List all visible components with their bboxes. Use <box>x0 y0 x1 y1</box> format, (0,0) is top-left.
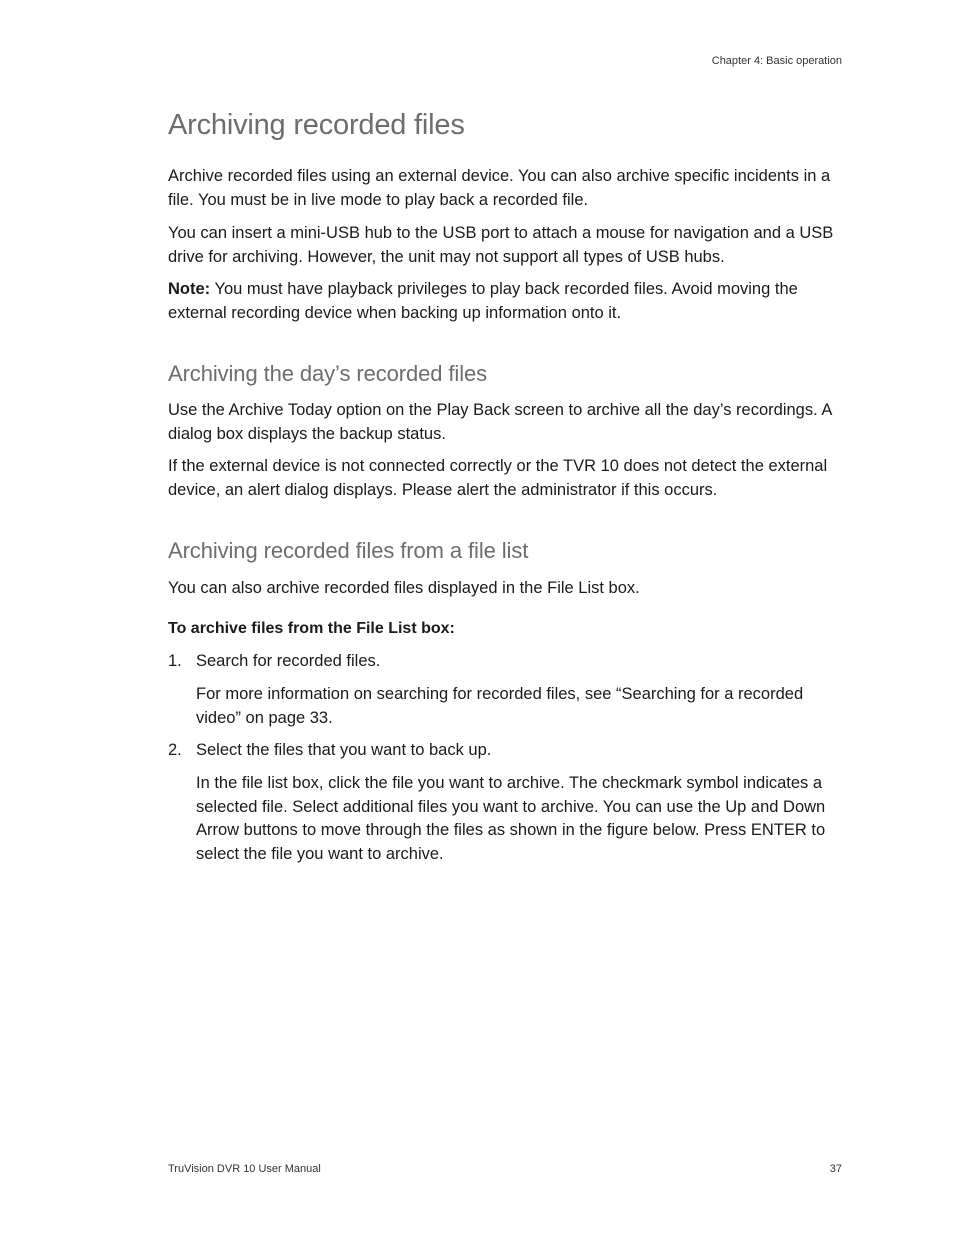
footer-page-number: 37 <box>829 1163 842 1175</box>
procedure-heading: To archive files from the File List box: <box>168 620 455 637</box>
footer-manual-title: TruVision DVR 10 User Manual <box>168 1163 321 1175</box>
intro-paragraph-1: Archive recorded files using an external device. You can also archive specific incidents in a file. You must be in live mode to play back a recorded file. <box>168 167 831 209</box>
section1-paragraph-2: If the external device is not connected correctly or the TVR 10 does not detect the external device, an alert dialog displays. Please alert the administrator if this occurs. <box>168 457 828 499</box>
step-text: Select the files that you want to back up. <box>196 741 492 759</box>
step-detail: In the file list box, click the file you want to archive. The checkmark symbol indicates a selected file. Select additional files you want to archive. You can use the Up and Down Arrow buttons to move through the files as shown in the figure below. Press ENTER to select the file you want to archive. <box>196 774 826 863</box>
step-text: Search for recorded files. <box>196 652 381 670</box>
note-paragraph <box>168 278 836 325</box>
note-text: You must have playback privileges to play back recorded files. Avoid moving the external recording device when backing up information onto it. <box>168 280 798 322</box>
note-label: Note: <box>168 280 211 298</box>
step-number: 1. <box>168 652 182 670</box>
running-header: Chapter 4: Basic operation <box>711 55 842 67</box>
section1-paragraph-1: Use the Archive Today option on the Play Back screen to archive all the day’s recordings. A dialog box displays the backup status. <box>168 401 832 443</box>
step-detail: For more information on searching for recorded files, see “Searching for a recorded video” on page 33. <box>196 685 804 727</box>
section2-intro: You can also archive recorded files displayed in the File List box. <box>168 579 640 597</box>
intro-paragraph-2: You can insert a mini-USB hub to the USB port to attach a mouse for navigation and a USB drive for archiving. However, the unit may not support all types of USB hubs. <box>168 224 834 266</box>
page-title: Archiving recorded files <box>168 109 465 141</box>
section-heading-file-list: Archiving recorded files from a file list <box>168 538 529 563</box>
step-number: 2. <box>168 741 182 759</box>
section-heading-archive-today: Archiving the day’s recorded files <box>168 361 488 386</box>
